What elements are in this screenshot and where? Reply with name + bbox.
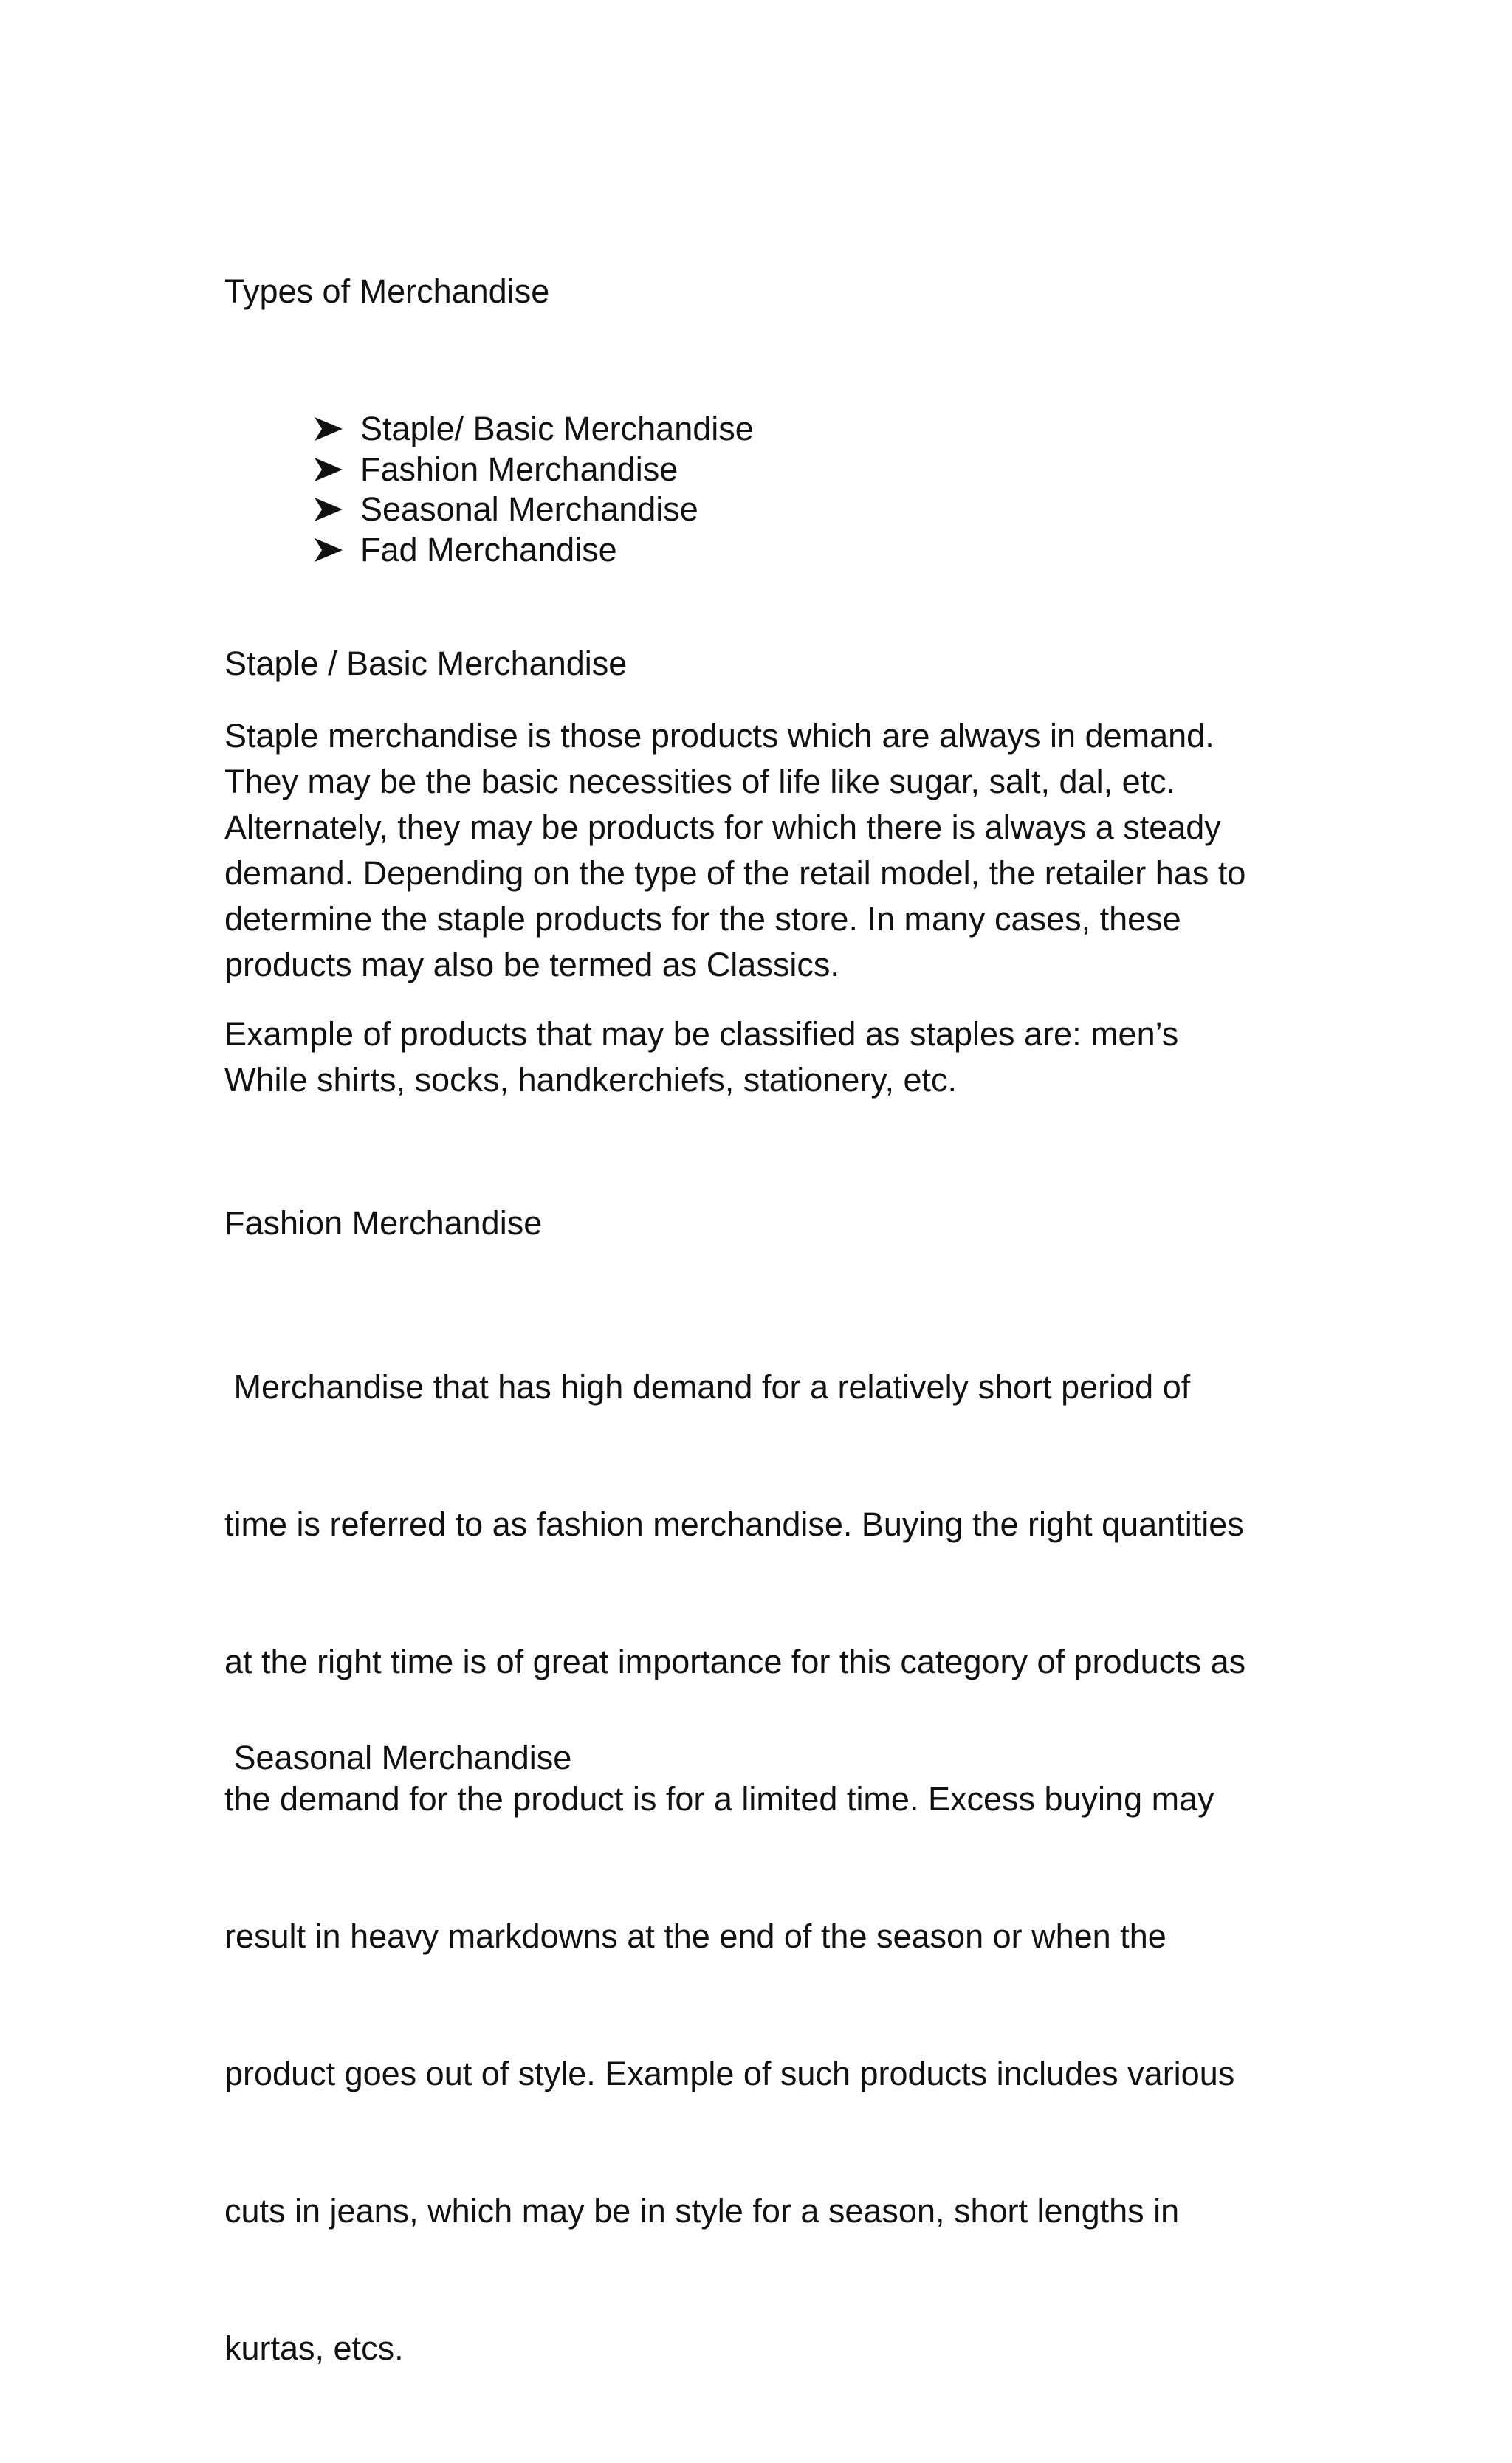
arrowhead-bullet-icon — [313, 495, 344, 524]
merchandise-type-list — [313, 409, 754, 570]
paragraph-line: Example of products that may be classified as staples are: men’s — [224, 1015, 1179, 1053]
paragraph-line: the demand for the product is for a limited time. Excess buying may — [224, 1780, 1214, 1818]
list-item-label: Staple/ Basic Merchandise — [360, 410, 754, 447]
paragraph-line: product goes out of style. Example of such products includes various — [224, 2055, 1235, 2092]
paragraph-line: While shirts, socks, handkerchiefs, stationery, etc. — [224, 1061, 958, 1099]
staple-example-paragraph — [224, 1011, 1178, 1103]
arrowhead-bullet-icon — [313, 455, 344, 484]
paragraph-line: result in heavy markdowns at the end of the season or when the — [224, 1917, 1166, 1955]
fashion-paragraph — [224, 1273, 1245, 2463]
paragraph-line: Alternately, they may be products for which there is always a steady — [224, 808, 1221, 846]
list-item — [313, 450, 754, 490]
paragraph-line: Staple merchandise is those products which are always in demand. — [224, 717, 1214, 755]
list-item — [313, 409, 754, 450]
arrowhead-bullet-icon — [313, 535, 344, 565]
paragraph-line: Merchandise that has high demand for a relatively short period of — [224, 1368, 1191, 1406]
document-title: Types of Merchandise — [224, 272, 550, 310]
paragraph-line: at the right time is of great importance for this category of products as — [224, 1643, 1246, 1680]
section-heading-fashion: Fashion Merchandise — [224, 1204, 543, 1242]
paragraph-line: cuts in jeans, which may be in style for a season, short lengths in — [224, 2192, 1180, 2230]
list-item — [313, 489, 754, 530]
paragraph-line: determine the staple products for the store. In many cases, these — [224, 900, 1181, 938]
list-item-label: Seasonal Merchandise — [360, 490, 698, 528]
list-item-label: Fad Merchandise — [360, 530, 617, 568]
paragraph-line: demand. Depending on the type of the retail model, the retailer has to — [224, 854, 1246, 892]
list-item-label: Fashion Merchandise — [360, 450, 678, 488]
list-item — [313, 530, 754, 571]
paragraph-line: products may also be termed as Classics. — [224, 946, 839, 983]
section-heading-staple: Staple / Basic Merchandise — [224, 645, 628, 682]
staple-paragraph — [224, 713, 1245, 988]
arrowhead-bullet-icon — [313, 414, 344, 444]
paragraph-line: kurtas, etcs. — [224, 2329, 404, 2367]
section-heading-seasonal: Seasonal Merchandise — [224, 1739, 572, 1776]
paragraph-line: They may be the basic necessities of life like sugar, salt, dal, etc. — [224, 763, 1176, 800]
paragraph-line: time is referred to as fashion merchandise. Buying the right quantities — [224, 1505, 1244, 1543]
